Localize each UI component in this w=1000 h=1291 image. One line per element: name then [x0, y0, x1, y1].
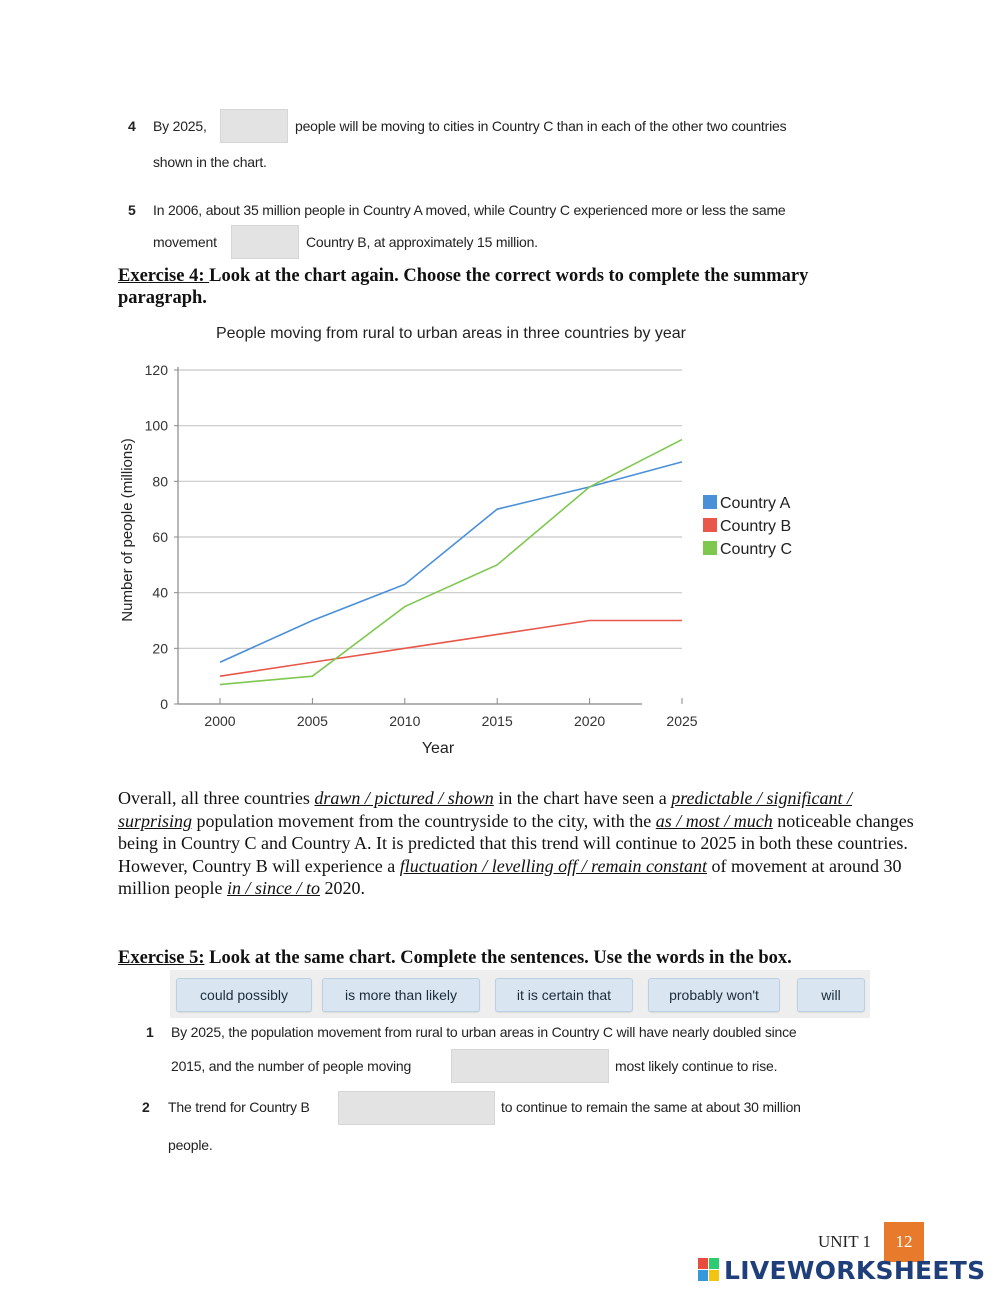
summary-text: Overall, all three countries — [118, 788, 315, 808]
y-tick-label: 80 — [152, 473, 168, 490]
answer-blank-4[interactable] — [220, 109, 288, 143]
item-number: 5 — [128, 202, 136, 218]
y-tick-label: 120 — [144, 362, 168, 378]
x-tick-label: 2000 — [204, 713, 236, 729]
answer-blank-e5-1[interactable] — [451, 1049, 609, 1083]
series-line-country-a — [220, 462, 682, 662]
item-text-continuation: shown in the chart. — [153, 154, 267, 170]
y-tick-label: 60 — [152, 529, 168, 545]
choice-options-3[interactable]: as / most / much — [655, 810, 773, 831]
exercise5-label: Exercise 5: — [118, 948, 205, 968]
summary-text: in the chart have seen a — [493, 788, 672, 808]
item-number: 2 — [142, 1099, 150, 1115]
summary-text: noticeable changes being in Country C and Country A. It is predicted that this trend will continue to 2025 in both these countries. However, Country B will experience a — [118, 810, 914, 876]
legend-swatch-country-c — [703, 541, 717, 555]
answer-blank-e5-2[interactable] — [338, 1091, 495, 1125]
choice-options-4[interactable]: fluctuation / levelling off / remain constant — [399, 855, 707, 876]
chart-title: People moving from rural to urban areas in three countries by year — [216, 325, 687, 342]
choice-options-5[interactable]: in / since / to — [226, 878, 320, 898]
exercise4-instruction: Look at the chart again. Choose the correct words to complete the summary paragraph. — [118, 266, 809, 308]
y-tick-label: 0 — [160, 696, 168, 712]
legend-swatch-country-b — [703, 518, 717, 532]
x-tick-label: 2020 — [574, 713, 606, 729]
liveworksheets-brand: LIVEWORKSHEETS — [724, 1256, 986, 1285]
summary-paragraph — [118, 787, 923, 900]
item-text-after: Country B, at approximately 15 million. — [306, 234, 538, 250]
summary-text: 2020. — [319, 878, 365, 898]
y-tick-label: 100 — [144, 417, 168, 434]
item-number: 4 — [128, 118, 136, 134]
word-chip[interactable]: probably won't — [648, 978, 780, 1012]
y-tick-label: 40 — [152, 584, 168, 601]
word-chip[interactable]: is more than likely — [322, 978, 480, 1012]
legend-swatch-country-a — [703, 495, 717, 509]
word-box — [170, 970, 870, 1018]
word-chip[interactable]: will — [797, 978, 865, 1012]
item-text-line1: By 2025, the population movement from rural to urban areas in Country C will have nearly doubled since — [171, 1024, 797, 1040]
x-tick-label: 2010 — [389, 713, 421, 729]
y-tick-label: 20 — [152, 640, 168, 657]
x-axis-label: Year — [421, 740, 455, 757]
word-chip[interactable]: it is certain that — [495, 978, 633, 1012]
item-text-line1: In 2006, about 35 million people in Country A moved, while Country C experienced more or less the same — [153, 202, 786, 218]
page-number-badge: 12 — [884, 1222, 924, 1262]
y-axis-label: Number of people (millions) — [119, 438, 136, 622]
item-text-before: movement — [153, 234, 217, 250]
liveworksheets-logo-icon — [698, 1258, 720, 1282]
item-text-after: most likely continue to rise. — [615, 1058, 778, 1074]
legend-label-country-b: Country B — [720, 518, 792, 535]
exercise4-heading — [118, 265, 878, 309]
item-text-after: people will be moving to cities in Country C than in each of the other two countries — [295, 118, 787, 134]
legend-label-country-c: Country C — [720, 541, 793, 558]
exercise5-heading — [118, 947, 918, 969]
word-chip[interactable]: could possibly — [176, 978, 312, 1012]
line-chart — [110, 315, 830, 765]
x-tick-label: 2025 — [666, 713, 698, 729]
exercise5-instruction: Look at the same chart. Complete the sentences. Use the words in the box. — [204, 948, 792, 968]
x-tick-label: 2005 — [296, 713, 328, 729]
choice-options-2[interactable]: predictable / significant / surprising — [118, 788, 852, 831]
summary-text: of movement at around 30 million people — [118, 855, 902, 898]
unit-label: UNIT 1 — [818, 1232, 872, 1251]
item-text-before: The trend for Country B — [168, 1099, 310, 1115]
item-number: 1 — [146, 1024, 154, 1040]
choice-options-1[interactable]: drawn / pictured / shown — [314, 788, 494, 808]
item-text-after: to continue to remain the same at about 30 million — [501, 1099, 801, 1115]
item-text-before: 2015, and the number of people moving — [171, 1058, 412, 1074]
x-tick-label: 2015 — [481, 713, 513, 729]
item-text-continuation: people. — [168, 1137, 213, 1153]
summary-text: population movement from the countryside to the city, with the — [192, 810, 656, 831]
answer-blank-5[interactable] — [231, 225, 299, 259]
legend-label-country-a: Country A — [720, 495, 791, 512]
exercise4-label: Exercise 4: — [118, 266, 210, 286]
item-text-before: By 2025, — [153, 118, 207, 134]
